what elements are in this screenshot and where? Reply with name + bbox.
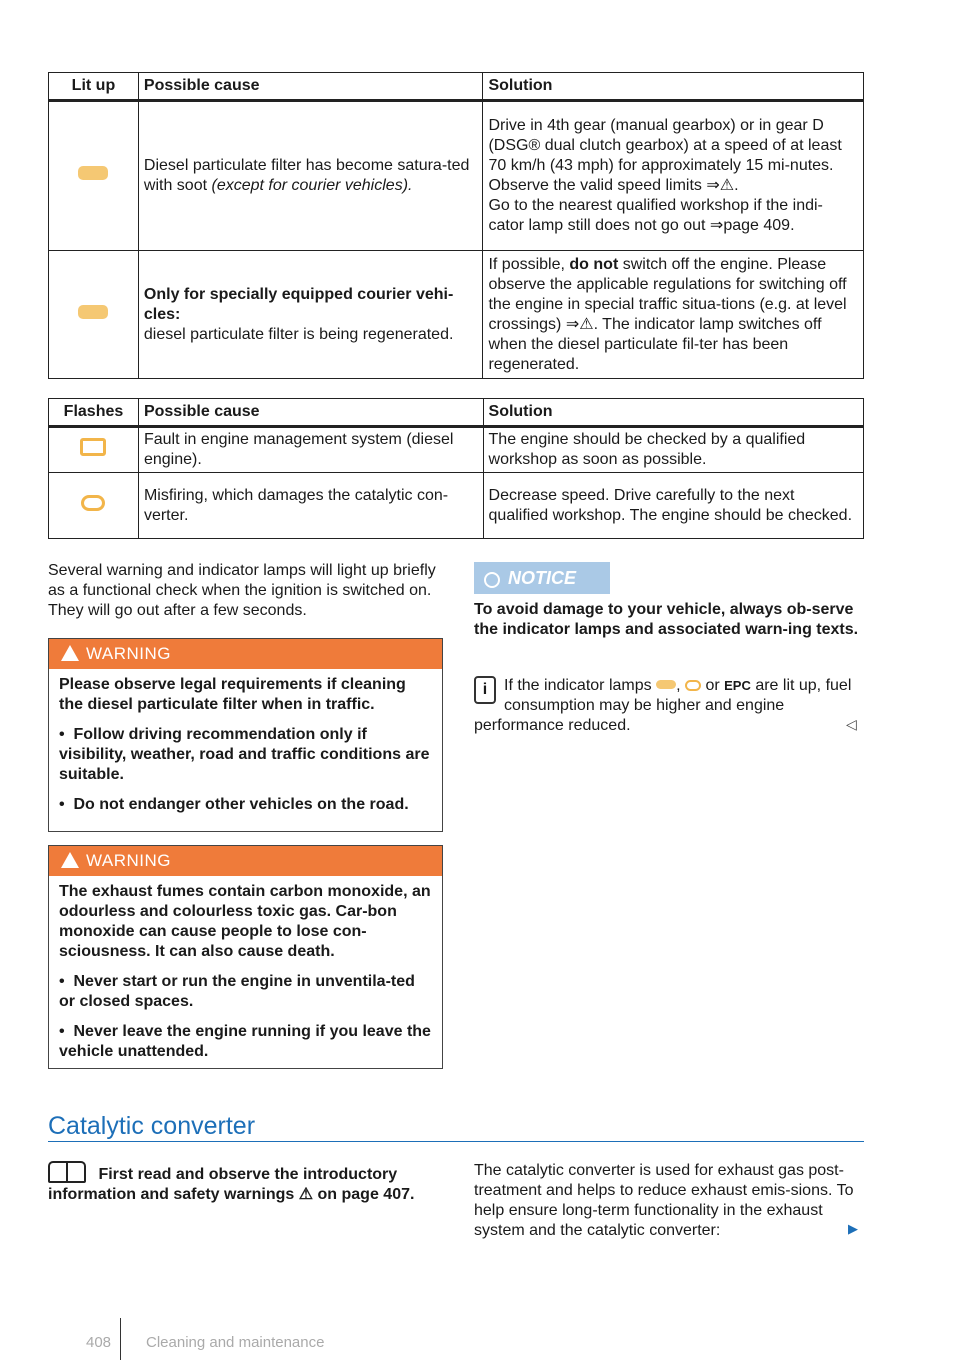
solution: Decrease speed. Drive carefully to the next qualified workshop. The engine should be checked. (483, 473, 863, 539)
possible-cause: Diesel particulate filter has become satura-ted with soot (except for courier vehicles). (138, 101, 483, 251)
warning-lead: The exhaust fumes contain carbon monoxide, an odourless and colourless toxic gas. Car-bon monoxide can cause people to lose con-sciousness. It can also cause death. (59, 883, 431, 960)
notice-label: NOTICE (508, 568, 577, 588)
section-title: Catalytic converter (48, 1112, 256, 1140)
indicator-table-lit-up (48, 72, 864, 379)
warning-label: WARNING (86, 644, 172, 663)
column-header: Possible cause (138, 73, 483, 101)
catalytic-converter-lamp-icon (81, 495, 105, 511)
engine-management-lamp-icon (80, 438, 106, 456)
section-rule (48, 1141, 864, 1142)
page-number: 408 (86, 1334, 112, 1351)
warning-box (48, 845, 443, 1069)
solution: If possible, do not switch off the engine. Please observe the applicable regulations for switching off the engine in special traffic situa-tions (e.g. at level crossings) ⇒⚠. The indicator lamp switches off when the diesel particulate fil-ter has been regenerated. (483, 251, 864, 379)
possible-cause: Misfiring, which damages the catalytic con-verter. (138, 473, 483, 539)
continue-arrow-icon: ▶ (848, 1221, 858, 1236)
column-header: Solution (483, 399, 863, 427)
info-note-icon: i (474, 676, 496, 704)
column-header: Lit up (49, 73, 139, 101)
footer-section-name: Cleaning and maintenance (146, 1334, 325, 1351)
column-header: Possible cause (138, 399, 483, 427)
solution: Drive in 4th gear (manual gearbox) or in gear D (DSG® dual clutch gearbox) at a speed of at least 70 km/h (43 mph) for approximately 15 mi-nutes. Observe the valid speed limits ⇒⚠. Go to the nearest qualified workshop if the indi-cator lamp still does not go out ⇒page 409. (483, 101, 864, 251)
notice-header (474, 562, 610, 594)
book-icon (48, 1161, 86, 1183)
end-of-section-icon: ◁ (846, 716, 857, 732)
indicator-table-flashes (48, 398, 864, 539)
solution: The engine should be checked by a qualified workshop as soon as possible. (483, 427, 863, 473)
notice-text: To avoid damage to your vehicle, always ob-serve the indicator lamps and associated warn-ing texts. (474, 601, 859, 638)
warning-bullet: • Never leave the engine running if you leave the vehicle unattended. (59, 1023, 431, 1060)
warning-bullet: • Never start or run the engine in unventila-ted or closed spaces. (59, 973, 415, 1010)
table-row (49, 251, 864, 379)
warning-box (48, 638, 443, 832)
warning-triangle-icon (61, 852, 79, 868)
warning-lead: Please observe legal requirements if cleaning the diesel particulate filter when in traffic. (59, 676, 406, 713)
possible-cause: Fault in engine management system (diesel engine). (138, 427, 483, 473)
warning-triangle-icon (61, 645, 79, 661)
possible-cause: Only for specially equipped courier vehi-cles: diesel particulate filter is being regenerated. (138, 251, 483, 379)
warning-label: WARNING (86, 851, 172, 870)
column-header: Solution (483, 73, 864, 101)
intro-paragraph: Several warning and indicator lamps will light up briefly as a functional check when the ignition is switched on. They will go out after a few seconds. (48, 562, 436, 619)
catalytic-converter-lamp-icon (685, 680, 701, 691)
diesel-particulate-filter-lamp-icon (78, 305, 108, 319)
warning-bullet: • Do not endanger other vehicles on the road. (59, 796, 409, 813)
diesel-particulate-filter-lamp-icon (78, 166, 108, 180)
section-body: The catalytic converter is used for exhaust gas post-treatment and helps to reduce exhaust emis-sions. To help ensure long-term functionality in the exhaust system and the catalytic converter: (474, 1162, 854, 1239)
section-intro: First read and observe the introductory information and safety warnings ⚠ on page 407. (48, 1161, 438, 1205)
epc-lamp-icon: EPC (724, 678, 751, 693)
diesel-particulate-filter-lamp-icon (656, 680, 676, 689)
table-row (49, 473, 864, 539)
footer-divider (120, 1318, 121, 1360)
warning-triangle-icon: ⚠ (298, 1186, 314, 1203)
column-header: Flashes (49, 399, 139, 427)
table-row (49, 101, 864, 251)
info-note: i If the indicator lamps , or EPC are lit up, fuel consumption may be higher and engine performance reduced. (474, 677, 852, 734)
table-row (49, 427, 864, 473)
info-circle-icon (484, 572, 500, 588)
warning-bullet: • Follow driving recommendation only if visibility, weather, road and traffic conditions are suitable. (59, 726, 430, 783)
